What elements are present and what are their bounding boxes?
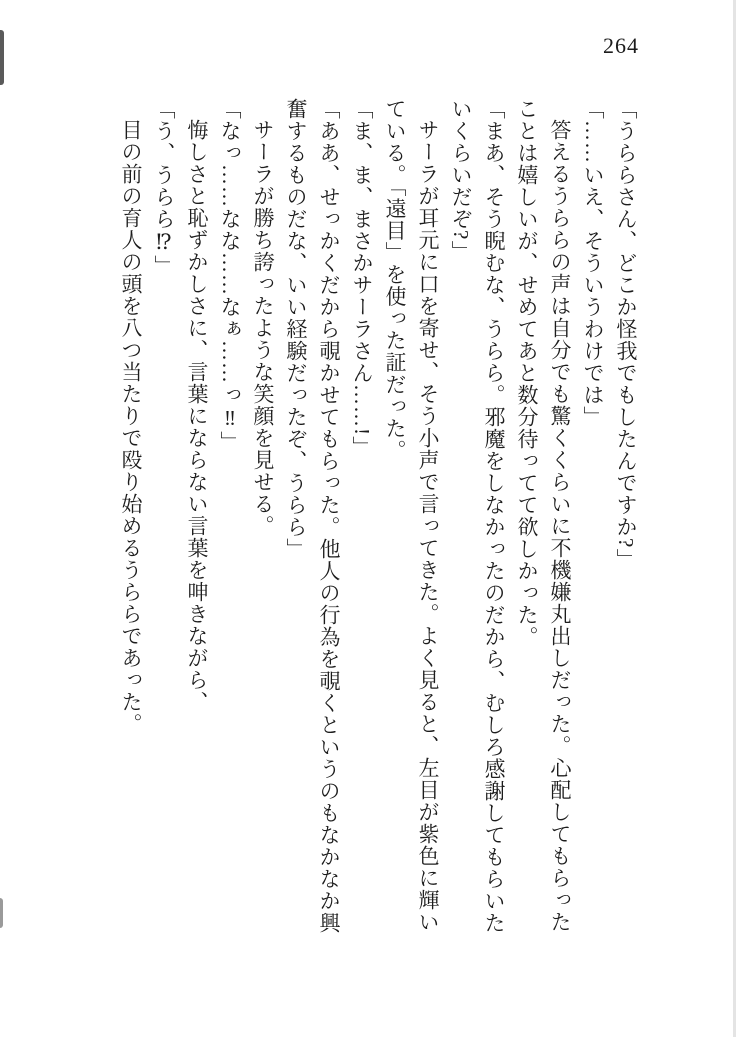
scan-artifact [0,30,4,85]
paragraph-dialogue: 「……いえ、そういうわけでは」 [581,98,605,428]
paragraph-narration: サーラが耳元に口を寄せ、そう小声で言ってきた。よく見ると、左目が紫色に輝いている。「遠目」を使った証だった。 [383,98,440,933]
paragraph-narration: 悔しさと恥ずかしさに、言葉にならない言葉を呻きながら、 [185,119,209,713]
scan-artifact [0,898,3,928]
paragraph-narration: サーラが勝ち誇ったような笑顔を見せる。 [251,119,275,537]
page-number: 264 [603,33,639,58]
paragraph-narration: 目の前の育人の頭を八つ当たりで殴り始めるうららであった。 [119,119,143,735]
paragraph-dialogue: 「うららさん、どこか怪我でもしたんですか?」 [614,98,638,571]
paragraph-dialogue: 「う、うらら⁉」 [152,98,176,277]
paragraph-dialogue: 「ああ、せっかくだから覗かせてもらった。他人の行為を覗くというのもなかなか興奮するものだな、いい経験だったぞ、うらら」 [284,98,341,934]
text-block [114,98,642,938]
paragraph-dialogue: 「ま、ま、まさかサーラさん……!」 [350,98,374,458]
paragraph-dialogue: 「なっ……なな……なぁ……っ‼」 [218,98,242,453]
paragraph-dialogue: 「まあ、そう睨むな、うらら。邪魔をしなかったのだから、むしろ感謝してもらいたいくらいだぞ?」 [449,98,506,934]
paragraph-narration: 答えるうららの声は自分でも驚くくらいに不機嫌丸出しだった。心配してもらったことは嬉しいが、せめてあと数分待ってて欲しかった。 [515,98,572,933]
